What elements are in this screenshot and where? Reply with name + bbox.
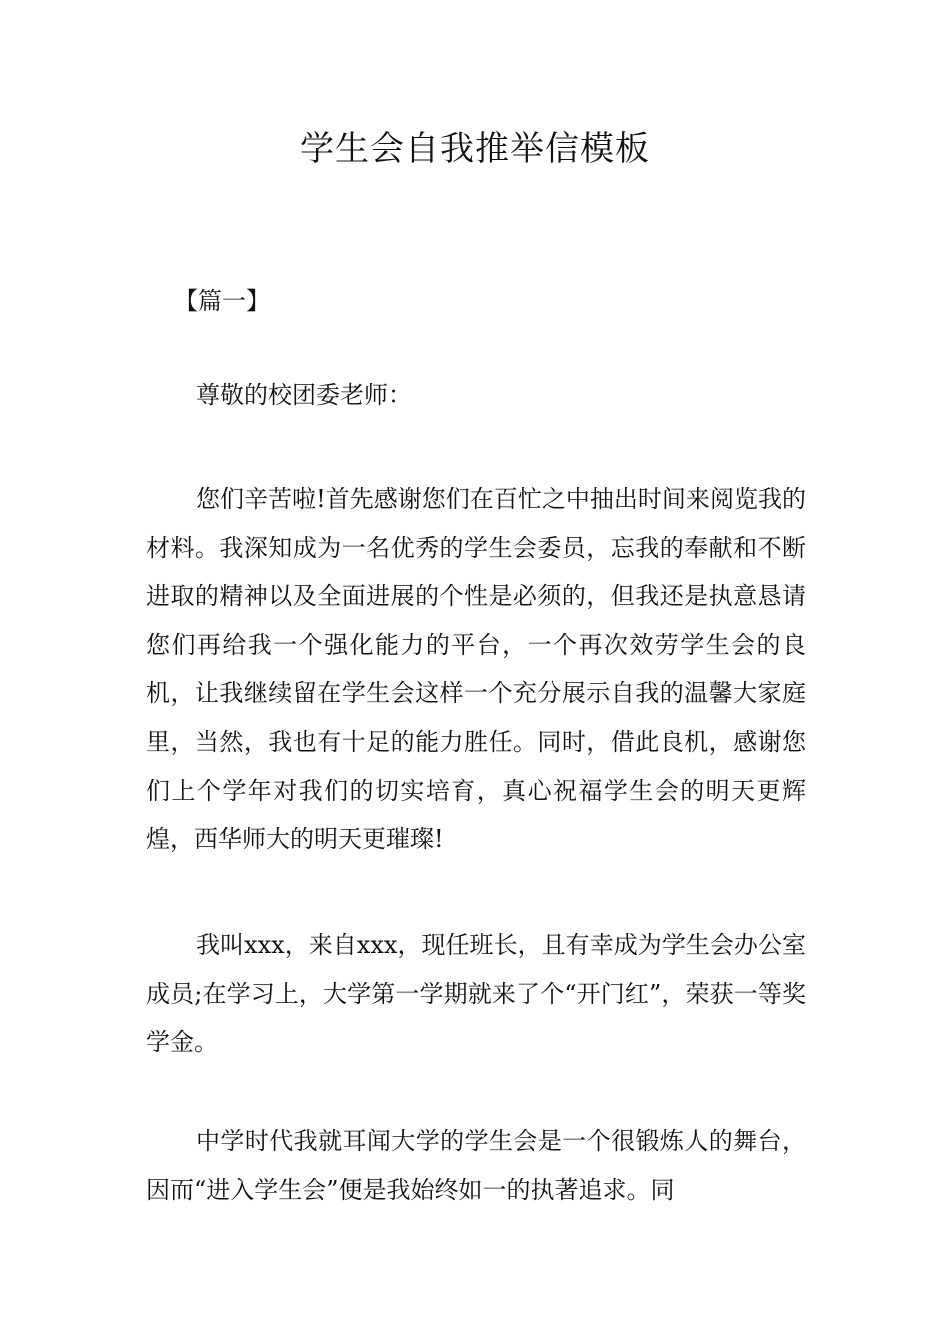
body-paragraph: 我叫xxx，来自xxx，现任班长，且有幸成为学生会办公室成员;在学习上，大学第一学期就来了个“开门红”，荣获一等奖学金。 <box>146 931 806 1057</box>
document-title: 学生会自我推举信模板 <box>300 129 650 169</box>
salutation: 尊敬的校团委老师： <box>196 381 412 409</box>
section-heading: 【篇一】 <box>174 287 270 315</box>
body-paragraph: 中学时代我就耳闻大学的学生会是一个很锻炼人的舞台，因而“进入学生会”便是我始终如一的执著追求。同 <box>146 1127 806 1204</box>
body-paragraph: 您们辛苦啦!首先感谢您们在百忙之中抽出时间来阅览我的材料。我深知成为一名优秀的学生会委员，忘我的奉献和不断进取的精神以及全面进展的个性是必须的，但我还是执意恳请您们再给我一个强化能力的平台，一个再次效劳学生会的良机，让我继续留在学生会这样一个充分展示自我的温馨大家庭里，当然，我也有十足的能力胜任。同时，借此良机，感谢您们上个学年对我们的切实培育，真心祝福学生会的明天更辉煌，西华师大的明天更璀璨! <box>146 485 806 854</box>
